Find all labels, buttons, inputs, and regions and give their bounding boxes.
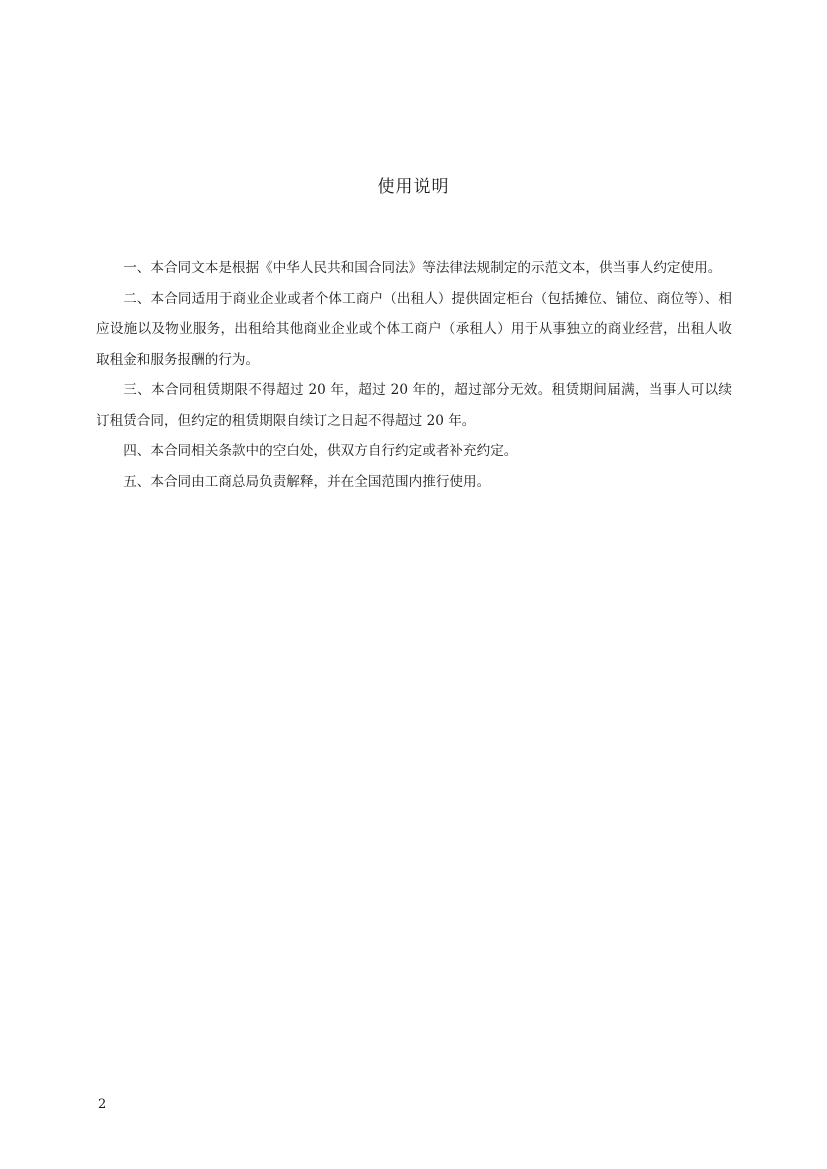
paragraph: 二、本合同适用于商业企业或者个体工商户（出租人）提供固定柜台（包括摊位、铺位、商位等）、相应设施以及物业服务，出租给其他商业企业或个体工商户（承租人）用于从事独立的商业经营，出租人收取租金和服务报酬的行为。 (96, 290, 732, 368)
paragraph: 四、本合同相关条款中的空白处，供双方自行约定或者补充约定。 (123, 443, 518, 459)
instructions-body (96, 253, 732, 497)
paragraph: 三、本合同租赁期限不得超过 20 年，超过 20 年的，超过部分无效。租赁期间届满，当事人可以续订租赁合同，但约定的租赁期限自续订之日起不得超过 20 年。 (96, 382, 732, 429)
page-title: 使用说明 (377, 177, 450, 197)
paragraph: 一、本合同文本是根据《中华人民共和国合同法》等法律法规制定的示范文本，供当事人约定使用。 (123, 260, 722, 276)
page-number: 2 (98, 1097, 107, 1112)
paragraph: 五、本合同由工商总局负责解释，并在全国范围内推行使用。 (123, 473, 491, 490)
